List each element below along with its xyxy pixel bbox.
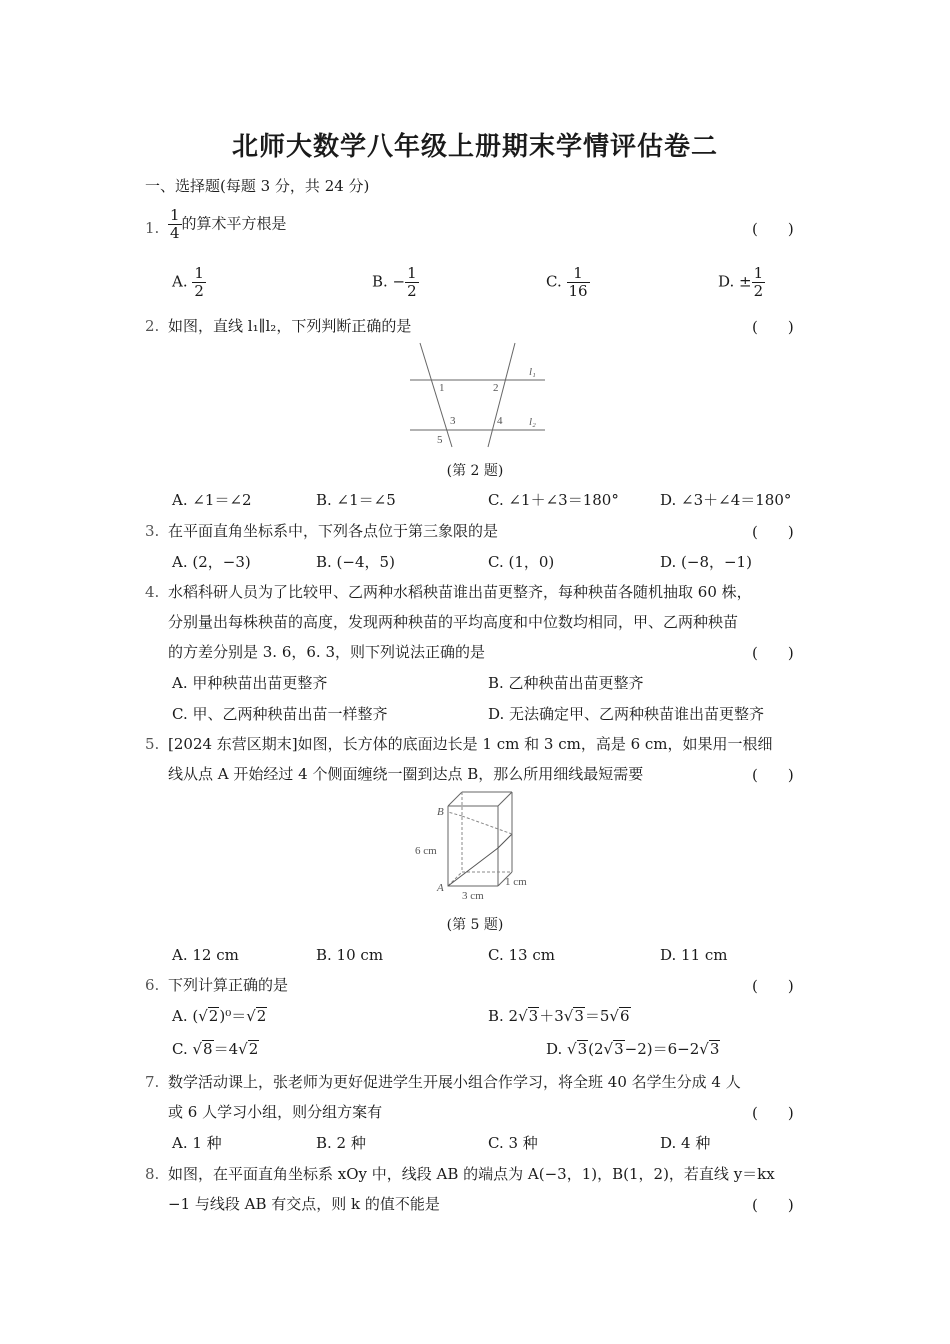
string-segment-3 [462, 816, 512, 834]
q2-parallel-lines-figure [405, 340, 550, 450]
q4-number: 4. [145, 583, 160, 601]
angle-1-label: 1 [439, 382, 445, 394]
q1-stem-text: 的算术平方根是 [181, 214, 287, 233]
q1-option-d: D. ± $\frac{1}{2}$ [718, 264, 764, 300]
transversal-right [488, 343, 515, 447]
q1-stem [168, 207, 287, 242]
q6-answer-bracket: ( ) [752, 977, 794, 995]
q8-stem-line1: 如图，在平面直角坐标系 xOy 中，线段 AB 的端点为 A(−3，1)，B(1，2)，若直线 y＝kx [168, 1165, 775, 1183]
q6-number: 6. [145, 976, 160, 994]
q4-option-c: C. 甲、乙两种秧苗出苗一样整齐 [172, 705, 388, 723]
q4-stem-line3: 的方差分别是 3. 6，6. 3，则下列说法正确的是 [168, 643, 486, 661]
q7-number: 7. [145, 1073, 160, 1091]
cuboid-depth-tl [448, 792, 462, 806]
cuboid-front-left [448, 806, 498, 886]
q4-option-b: B. 乙种秧苗出苗更整齐 [488, 674, 644, 692]
q4-stem-line1: 水稻科研人员为了比较甲、乙两种水稻秧苗谁出苗更整齐，每种秧苗各随机抽取 60 株， [168, 583, 752, 601]
string-segment-2 [498, 834, 512, 848]
q1-option-c: C. $\frac{1}{16}$ [546, 264, 588, 300]
q4-stem-line2: 分别量出每株秧苗的高度，发现两种秧苗的平均高度和中位数均相同，甲、乙两种秧苗 [168, 613, 739, 631]
q7-option-b: B. 2 种 [316, 1134, 366, 1152]
q7-answer-bracket: ( ) [752, 1104, 794, 1122]
q7-option-d: D. 4 种 [660, 1134, 711, 1152]
q7-stem-line2: 或 6 人学习小组，则分组方案有 [168, 1103, 383, 1121]
q7-option-c: C. 3 种 [488, 1134, 538, 1152]
q2-option-d: D. ∠3＋∠4＝180° [660, 491, 792, 509]
q5-number: 5. [145, 735, 160, 753]
height-label: 6 cm [415, 845, 437, 857]
q2-answer-bracket: ( ) [752, 318, 794, 336]
q3-option-a: A. (2，−3) [172, 553, 251, 571]
q5-option-a: A. 12 cm [172, 946, 239, 964]
q2-option-c: C. ∠1＋∠3＝180° [488, 491, 619, 509]
label-l2: l₂ [529, 416, 536, 428]
q7-stem-line1: 数学活动课上，张老师为更好促进学生开展小组合作学习，将全班 40 名学生分成 4 人 [168, 1073, 741, 1091]
q8-number: 8. [145, 1165, 160, 1183]
q2-option-b: B. ∠1＝∠5 [316, 491, 396, 509]
q1-stem-fraction: $\frac{1}{4}$ [170, 206, 180, 242]
q2-stem: 如图，直线 l₁∥l₂，下列判断正确的是 [168, 317, 412, 335]
q2-number: 2. [145, 317, 160, 335]
q1-answer-bracket: ( ) [752, 220, 794, 238]
transversal-left [420, 343, 452, 447]
cuboid-depth-tr [498, 792, 512, 806]
q5-cuboid-figure [410, 788, 545, 903]
q4-option-a: A. 甲种秧苗出苗更整齐 [172, 674, 328, 692]
q5-stem-line1: [2024 东营区期末]如图，长方体的底面边长是 1 cm 和 3 cm，高是 6 cm，如果用一根细 [168, 735, 773, 753]
q8-answer-bracket: ( ) [752, 1196, 794, 1214]
q1-option-b: B. − $\frac{1}{2}$ [372, 264, 417, 300]
string-segment-4 [448, 812, 462, 816]
q4-option-d: D. 无法确定甲、乙两种秧苗谁出苗更整齐 [488, 705, 765, 723]
label-l1: l₁ [529, 366, 536, 378]
q5-option-d: D. 11 cm [660, 946, 728, 964]
q2-caption: (第 2 题) [446, 463, 504, 479]
q5-answer-bracket: ( ) [752, 766, 794, 784]
angle-5-label: 5 [437, 434, 443, 446]
angle-2-label: 2 [493, 382, 499, 394]
q6-option-d: D. √3(2√3−2)＝6−2√3 [546, 1040, 720, 1058]
q5-option-b: B. 10 cm [316, 946, 384, 964]
point-a-label: A [437, 882, 444, 894]
q6-option-b: B. 2√3＋3√3＝5√6 [488, 1007, 630, 1025]
width-label: 3 cm [462, 890, 484, 902]
angle-4-label: 4 [497, 415, 503, 427]
q2-option-a: A. ∠1＝∠2 [172, 491, 252, 509]
page-title: 北师大数学八年级上册期末学情评估卷二 [231, 132, 718, 162]
q3-stem: 在平面直角坐标系中，下列各点位于第三象限的是 [168, 522, 499, 540]
q3-option-b: B. (−4，5) [316, 553, 395, 571]
depth-label: 1 cm [505, 876, 527, 888]
q5-caption: (第 5 题) [446, 917, 504, 933]
q1-option-a: A. $\frac{1}{2}$ [172, 264, 204, 300]
q3-number: 3. [145, 522, 160, 540]
q5-stem-line2: 线从点 A 开始经过 4 个侧面缠绕一圈到达点 B，那么所用细线最短需要 [168, 765, 644, 783]
section-heading: 一、选择题(每题 3 分，共 24 分) [145, 177, 370, 195]
q3-answer-bracket: ( ) [752, 523, 794, 541]
string-segment-1 [448, 848, 498, 886]
q6-option-c: C. √8＝4√2 [172, 1040, 259, 1058]
q3-option-c: C. (1，0) [488, 553, 555, 571]
q8-stem-line2: −1 与线段 AB 有交点，则 k 的值不能是 [168, 1195, 440, 1213]
point-b-label: B [437, 806, 444, 818]
q1-number: 1. [145, 219, 160, 237]
q4-answer-bracket: ( ) [752, 644, 794, 662]
q6-stem: 下列计算正确的是 [168, 976, 289, 994]
q7-option-a: A. 1 种 [172, 1134, 222, 1152]
angle-3-label: 3 [450, 415, 456, 427]
q6-option-a: A. (√2)⁰＝√2 [172, 1007, 267, 1025]
q3-option-d: D. (−8，−1) [660, 553, 752, 571]
q5-option-c: C. 13 cm [488, 946, 555, 964]
